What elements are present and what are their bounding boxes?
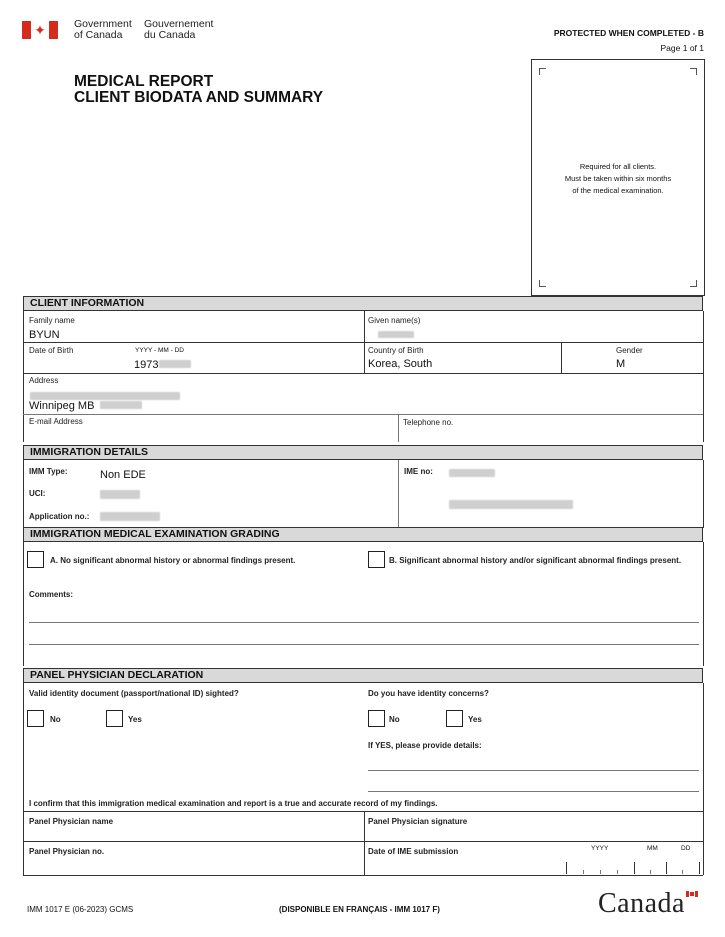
physician-no-label: Panel Physician no. [29,847,105,856]
form-identifier: IMM 1017 E (06-2023) GCMS [27,905,134,914]
concerns-no-label: No [389,715,400,724]
country-label: Country of Birth [368,346,424,355]
gender-value[interactable]: M [616,358,626,370]
uci-redacted[interactable] [100,490,140,499]
physician-name-label: Panel Physician name [29,817,114,826]
physician-signature-label: Panel Physician signature [368,817,468,826]
given-names-redacted[interactable] [378,331,414,338]
declaration-heading: PANEL PHYSICIAN DECLARATION [23,668,703,683]
ime-no-label: IME no: [404,467,433,476]
dob-format: YYYY - MM - DD [135,347,184,354]
email-label: E-mail Address [29,417,83,426]
concerns-no-checkbox[interactable] [368,710,385,727]
uci-label: UCI: [29,489,46,498]
ime-no-redacted[interactable] [449,469,495,477]
gov-name-en: Government of Canada [74,18,132,41]
id-document-question: Valid identity document (passport/national ID) sighted? [29,689,239,698]
french-availability: (DISPONIBLE EN FRANÇAIS - IMM 1017 F) [279,905,440,914]
confirmation-statement: I confirm that this immigration medical examination and report is a true and accurate record of my findings. [29,799,438,808]
date-input[interactable] [566,862,700,874]
if-yes-label: If YES, please provide details: [368,741,482,750]
country-value[interactable]: Korea, South [368,358,433,370]
family-name-label: Family name [29,316,75,325]
photo-box[interactable] [531,59,705,296]
id-sighted-no-label: No [50,715,61,724]
dob-value[interactable]: 1973 [134,359,191,371]
gov-name-fr: Gouvernement du Canada [144,18,214,41]
grading-b-label: B. Significant abnormal history and/or significant abnormal findings present. [389,556,682,565]
photo-instructions: Required for all clients. Must be taken within six months of the medical examination. [564,162,672,195]
date-mm-label: MM [647,845,658,852]
telephone-label: Telephone no. [403,418,454,427]
given-names-label: Given name(s) [368,316,421,325]
submission-date-label: Date of IME submission [368,847,459,856]
comments-label: Comments: [29,590,74,599]
address-city[interactable]: Winnipeg MB [29,400,142,412]
page-title: MEDICAL REPORT CLIENT BIODATA AND SUMMARY [74,73,324,106]
grading-heading: IMMIGRATION MEDICAL EXAMINATION GRADING [23,527,703,542]
details-line-2[interactable] [368,791,699,792]
application-no-label: Application no.: [29,512,90,521]
identity-concerns-question: Do you have identity concerns? [368,689,489,698]
details-line-1[interactable] [368,770,699,771]
concerns-yes-checkbox[interactable] [446,710,463,727]
id-sighted-yes-checkbox[interactable] [106,710,123,727]
imm-type-value[interactable]: Non EDE [100,469,146,481]
imm-type-label: IMM Type: [29,467,68,476]
id-sighted-no-checkbox[interactable] [27,710,44,727]
dob-label: Date of Birth [29,346,74,355]
page-number: Page 1 of 1 [660,43,704,53]
address-label: Address [29,376,59,385]
application-no-redacted[interactable] [100,512,160,521]
concerns-yes-label: Yes [468,715,482,724]
comments-line-2[interactable] [29,644,699,645]
family-name-value[interactable]: BYUN [29,329,60,341]
gender-label: Gender [616,346,643,355]
canada-wordmark: Canada [598,888,685,920]
canada-flag-icon: ✦ [22,21,58,39]
immigration-details-heading: IMMIGRATION DETAILS [23,445,703,460]
grading-a-label: A. No significant abnormal history or abnormal findings present. [50,556,296,565]
grading-a-checkbox[interactable] [27,551,44,568]
grading-b-checkbox[interactable] [368,551,385,568]
barcode-redacted [449,500,573,509]
address-redacted[interactable] [30,392,180,400]
date-yyyy-label: YYYY [591,845,609,852]
id-sighted-yes-label: Yes [128,715,142,724]
date-dd-label: DD [681,845,691,852]
comments-line-1[interactable] [29,622,699,623]
client-info-heading: CLIENT INFORMATION [23,296,703,311]
wordmark-flag-icon [686,891,698,897]
protected-label: PROTECTED WHEN COMPLETED - B [553,28,704,38]
